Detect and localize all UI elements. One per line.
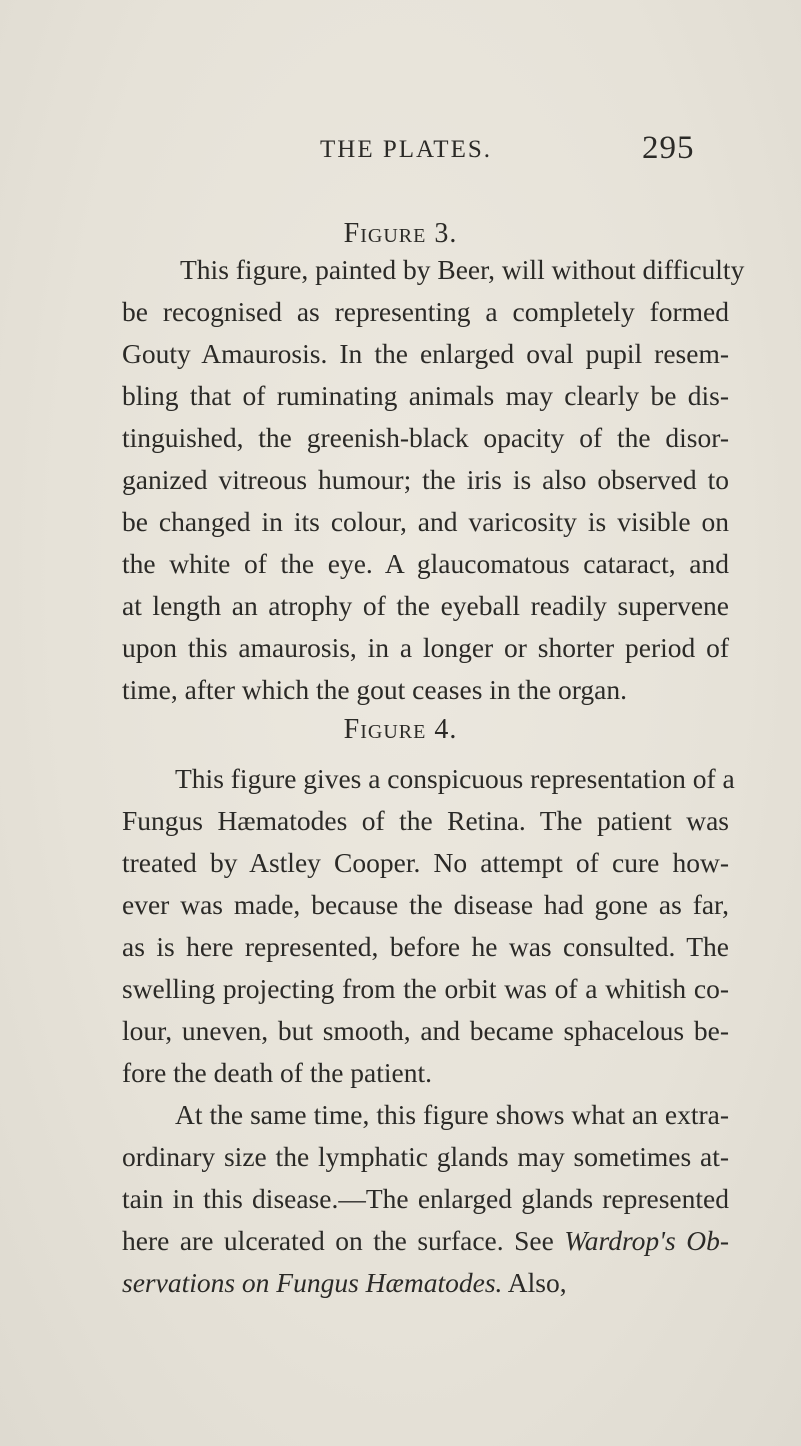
text-fragment: here are ulcerated on the surface. See [122, 1225, 565, 1256]
text-line: This figure, painted by Beer, will without difficulty [180, 254, 745, 285]
text-line: time, after which the gout ceases in the organ. [122, 674, 628, 705]
text-line: This figure gives a conspicuous representation of a [175, 763, 735, 794]
text-line: as is here represented, before he was consulted. The [122, 931, 729, 962]
citation-text: servations on Fungus Hæmatodes. [122, 1267, 503, 1298]
text-line: fore the death of the patient. [122, 1057, 433, 1088]
text-line: tain in this disease.—The enlarged glands represented [122, 1183, 729, 1214]
figure-3-heading: Figure 3. [343, 218, 458, 249]
text-line [122, 1221, 729, 1261]
page-header [0, 128, 801, 178]
text-line: treated by Astley Cooper. No attempt of cure how- [122, 847, 729, 878]
text-line: At the same time, this figure shows what an extra- [175, 1099, 729, 1130]
text-line: swelling projecting from the orbit was of a whitish co- [122, 973, 729, 1004]
text-line: ordinary size the lymphatic glands may sometimes at- [122, 1141, 729, 1172]
text-line: bling that of ruminating animals may clearly be dis- [122, 380, 729, 411]
text-fragment: Also, [502, 1267, 567, 1298]
citation-text: Wardrop's Ob- [564, 1225, 729, 1256]
figure-4-heading: Figure 4. [343, 714, 458, 745]
text-line: at length an atrophy of the eyeball readily supervene [122, 590, 729, 621]
text-line: lour, uneven, but smooth, and became sphacelous be- [122, 1015, 729, 1046]
text-line: be changed in its colour, and varicosity is visible on [122, 506, 729, 537]
text-line [122, 1263, 729, 1303]
text-line: upon this amaurosis, in a longer or shorter period of [122, 632, 729, 663]
text-line: Fungus Hæmatodes of the Retina. The patient was [122, 805, 729, 836]
text-line: ever was made, because the disease had gone as far, [122, 889, 729, 920]
page-number: 295 [642, 130, 695, 166]
text-line: Gouty Amaurosis. In the enlarged oval pupil resem- [122, 338, 729, 369]
running-head: THE PLATES. [320, 136, 492, 163]
text-line: be recognised as representing a completely formed [122, 296, 729, 327]
text-line: tinguished, the greenish-black opacity of the disor- [122, 422, 729, 453]
text-line: ganized vitreous humour; the iris is also observed to [122, 464, 729, 495]
text-line: the white of the eye. A glaucomatous cataract, and [122, 548, 729, 579]
